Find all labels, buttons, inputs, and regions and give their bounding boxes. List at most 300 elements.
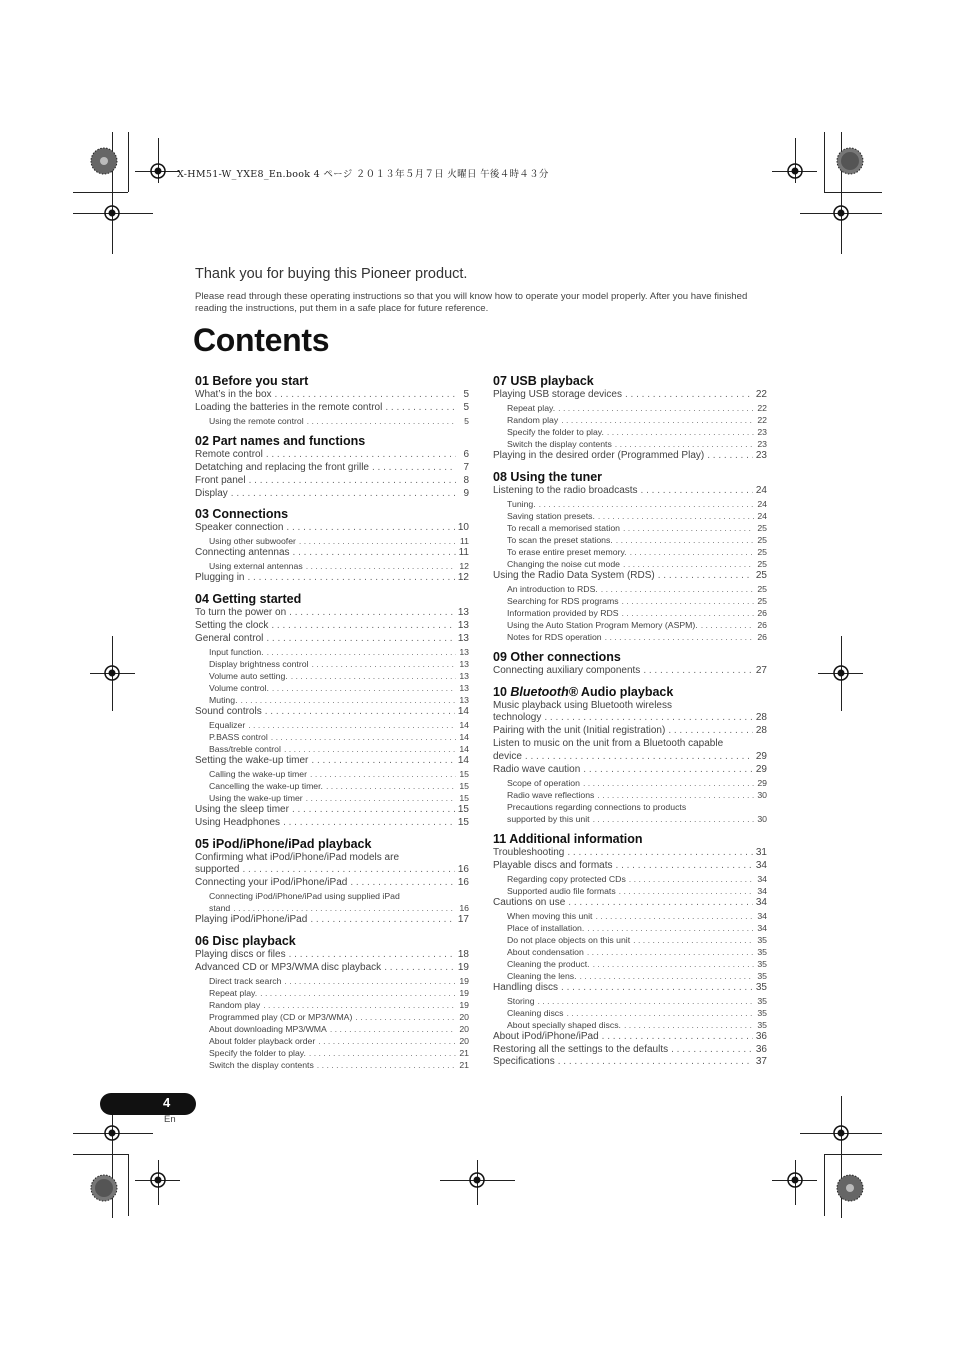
toc-entry-label: Muting. xyxy=(209,694,238,705)
toc-leader-dots xyxy=(615,438,754,450)
toc-leader-dots xyxy=(595,910,754,922)
toc-entry-label: Remote control xyxy=(195,448,263,460)
toc-section-title xyxy=(493,684,767,700)
toc-section-title: 03 Connections xyxy=(195,507,289,522)
toc-leader-dots xyxy=(283,817,455,830)
toc-entry-label: Cleaning the lens. xyxy=(507,970,577,981)
toc-entry-line xyxy=(195,852,469,865)
toc-entry-page: 14 xyxy=(457,705,469,717)
toc-entry-label: Input function. xyxy=(209,646,264,657)
toc-entry[interactable] xyxy=(493,789,767,801)
toc-entry-label: Searching for RDS programs xyxy=(507,595,619,606)
toc-entry[interactable] xyxy=(493,631,767,643)
color-wheel-icon xyxy=(90,147,118,175)
toc-entry[interactable] xyxy=(493,665,767,678)
toc-leader-dots xyxy=(307,415,456,427)
toc-entry-label: Playing in the desired order (Programmed Play) xyxy=(493,449,705,461)
toc-entry[interactable] xyxy=(493,438,767,450)
toc-leader-dots xyxy=(350,877,455,890)
toc-entry-page: 20 xyxy=(459,1023,469,1034)
toc-entry-label: Plugging in xyxy=(195,572,245,584)
toc-leader-dots xyxy=(299,535,456,547)
toc-entry[interactable] xyxy=(195,792,469,804)
toc-entry-label: Scope of operation xyxy=(507,777,580,788)
toc-entry[interactable] xyxy=(195,1047,469,1059)
toc-entry-page: 16 xyxy=(457,877,469,889)
toc-section-title: 06 Disc playback xyxy=(195,934,296,949)
toc-entry[interactable] xyxy=(195,731,469,743)
toc-leader-dots xyxy=(630,546,754,558)
toc-entry[interactable] xyxy=(195,743,469,755)
toc-entry-label: To turn the power on xyxy=(195,607,287,619)
page-language: En xyxy=(164,1114,176,1125)
toc-entry[interactable] xyxy=(493,450,767,463)
toc-entry-page: 13 xyxy=(459,646,469,657)
toc-entry[interactable] xyxy=(493,970,767,982)
toc-entry-page: 19 xyxy=(457,962,469,974)
toc-entry-page: 23 xyxy=(757,426,767,437)
toc-entry[interactable] xyxy=(493,1056,767,1069)
toc-entry-label-continued: supported by this unit xyxy=(507,813,590,824)
toc-section xyxy=(493,831,767,1069)
toc-entry[interactable] xyxy=(195,535,469,547)
toc-entry[interactable] xyxy=(493,885,767,897)
toc-entry[interactable] xyxy=(195,682,469,694)
toc-section xyxy=(195,933,469,1071)
toc-entry-label: Using Headphones xyxy=(195,816,281,828)
toc-entry-label-continued: technology xyxy=(493,712,542,724)
toc-section xyxy=(195,836,469,928)
toc-entry-label: To scan the preset stations. xyxy=(507,534,613,545)
toc-entry[interactable] xyxy=(493,498,767,510)
color-wheel-icon xyxy=(836,147,864,175)
toc-section-title-prefix: 10 xyxy=(493,684,511,699)
toc-entry[interactable] xyxy=(493,1044,767,1057)
toc-entry[interactable] xyxy=(493,910,767,922)
toc-leader-dots xyxy=(597,789,754,801)
toc-entry-page: 24 xyxy=(755,484,767,496)
toc-entry-page: 13 xyxy=(457,607,469,619)
toc-entry-page: 34 xyxy=(755,896,767,908)
toc-entry-page: 30 xyxy=(757,813,767,824)
toc-entry-page: 5 xyxy=(464,415,469,426)
toc-entry-label: Random play xyxy=(507,414,559,425)
toc-entry-label: Programmed play (CD or MP3/WMA) xyxy=(209,1011,353,1022)
toc-entry[interactable] xyxy=(493,897,767,910)
toc-entry[interactable] xyxy=(493,485,767,498)
toc-leader-dots xyxy=(605,631,754,643)
toc-entry[interactable] xyxy=(493,510,767,522)
toc-entry-page: 30 xyxy=(757,789,767,800)
toc-entry-page: 15 xyxy=(457,816,469,828)
toc-leader-dots xyxy=(623,522,754,534)
toc-entry-label-continued: device xyxy=(493,751,522,763)
toc-entry-label: Playing discs or files xyxy=(195,949,286,961)
toc-entry-label: Pairing with the unit (Initial registration) xyxy=(493,725,666,737)
toc-leader-dots xyxy=(289,949,455,962)
toc-entry-label: Listen to music on the unit from a Bluetooth capable xyxy=(493,738,724,750)
toc-entry-label: What’s in the box xyxy=(195,389,272,400)
toc-entry[interactable] xyxy=(195,975,469,987)
toc-leader-dots xyxy=(668,725,753,738)
toc-entry-label: Calling the wake-up timer xyxy=(209,768,308,779)
toc-entry[interactable] xyxy=(195,1023,469,1035)
toc-leader-dots xyxy=(623,558,754,570)
toc-entry[interactable] xyxy=(493,534,767,546)
toc-entry[interactable] xyxy=(195,902,469,914)
toc-entry-page: 36 xyxy=(755,1043,767,1055)
toc-entry-label: Advanced CD or MP3/WMA disc playback xyxy=(195,962,382,974)
toc-leader-dots xyxy=(616,860,753,873)
toc-leader-dots xyxy=(583,764,753,777)
crop-line xyxy=(128,132,129,192)
toc-entry[interactable] xyxy=(195,658,469,670)
toc-entry-page: 35 xyxy=(757,970,767,981)
toc-leader-dots xyxy=(587,946,754,958)
toc-entry-label: Restoring all the settings to the defaults xyxy=(493,1043,669,1055)
toc-entry-label: Front panel xyxy=(195,474,246,486)
toc-entry-page: 29 xyxy=(755,764,767,776)
toc-entry[interactable] xyxy=(493,712,767,725)
toc-section-title-suffix: Audio playback xyxy=(577,684,674,699)
toc-leader-dots xyxy=(284,743,456,755)
toc-leader-dots xyxy=(311,755,454,768)
toc-entry[interactable] xyxy=(493,522,767,534)
toc-entry-page: 22 xyxy=(757,414,767,425)
toc-entry[interactable] xyxy=(493,583,767,595)
toc-entry[interactable] xyxy=(195,572,469,585)
crop-line xyxy=(824,192,882,193)
toc-entry-page: 11 xyxy=(458,547,469,559)
toc-entry-label: Volume control. xyxy=(209,682,269,693)
toc-entry-label: Saving station presets. xyxy=(507,510,595,521)
toc-entry[interactable] xyxy=(195,462,469,475)
toc-entry-label: Playing iPod/iPhone/iPad xyxy=(195,914,308,926)
toc-entry[interactable] xyxy=(493,414,767,426)
toc-leader-dots xyxy=(587,922,754,934)
toc-entry[interactable] xyxy=(493,725,767,738)
toc-entry-page: 27 xyxy=(755,664,767,676)
toc-leader-dots xyxy=(525,751,753,764)
toc-section-title-italic: Bluetooth® xyxy=(510,684,578,699)
toc-section xyxy=(195,373,469,427)
toc-section-title: 04 Getting started xyxy=(195,592,302,607)
toc-entry-line xyxy=(493,700,767,713)
toc-leader-dots xyxy=(247,572,454,585)
toc-entry[interactable] xyxy=(195,817,469,830)
toc-entry-label: Specifications xyxy=(493,1056,555,1068)
toc-entry[interactable] xyxy=(195,962,469,975)
toc-entry-label: Repeat play. xyxy=(507,402,556,413)
toc-entry-page: 24 xyxy=(757,510,767,521)
toc-leader-dots xyxy=(267,646,456,658)
toc-entry-label: Specify the folder to play. xyxy=(209,1047,306,1058)
toc-entry-page: 35 xyxy=(757,958,767,969)
toc-entry[interactable] xyxy=(493,982,767,995)
toc-entry[interactable] xyxy=(493,570,767,583)
toc-entry-label: About folder playback order xyxy=(209,1035,316,1046)
toc-leader-dots xyxy=(284,975,456,987)
toc-entry-label: Connecting your iPod/iPhone/iPad xyxy=(195,877,348,889)
toc-entry-label: Speaker connection xyxy=(195,522,284,534)
toc-entry-label: Specify the folder to play. xyxy=(507,426,604,437)
toc-entry-page: 15 xyxy=(459,792,469,803)
toc-leader-dots xyxy=(539,498,754,510)
toc-entry-page: 25 xyxy=(757,595,767,606)
toc-entry[interactable] xyxy=(195,389,469,402)
toc-entry[interactable] xyxy=(195,864,469,877)
registration-mark-icon xyxy=(827,659,855,687)
toc-entry[interactable] xyxy=(493,995,767,1007)
toc-entry-page: 21 xyxy=(459,1059,469,1070)
toc-entry[interactable] xyxy=(493,813,767,825)
toc-entry[interactable] xyxy=(493,595,767,607)
toc-leader-dots xyxy=(625,389,753,402)
toc-leader-dots xyxy=(643,665,753,678)
toc-entry-label: Display brightness control xyxy=(209,658,309,669)
toc-entry[interactable] xyxy=(195,914,469,927)
toc-entry-label: Cancelling the wake-up timer. xyxy=(209,780,323,791)
toc-entry[interactable] xyxy=(493,1007,767,1019)
toc-entry[interactable] xyxy=(493,558,767,570)
toc-leader-dots xyxy=(317,1059,456,1071)
toc-entry[interactable] xyxy=(195,1035,469,1047)
toc-entry-page: 23 xyxy=(755,449,767,461)
toc-leader-dots xyxy=(561,414,754,426)
toc-entry-label: Playing USB storage devices xyxy=(493,389,622,400)
toc-entry-label: Display xyxy=(195,487,228,499)
toc-entry-label: Confirming what iPod/iPhone/iPad models are xyxy=(195,851,399,863)
toc-leader-dots xyxy=(372,462,456,475)
toc-entry-page: 22 xyxy=(757,402,767,413)
toc-entry[interactable] xyxy=(195,755,469,768)
toc-entry-page: 15 xyxy=(459,768,469,779)
toc-leader-dots xyxy=(271,620,455,633)
toc-entry-page: 25 xyxy=(757,558,767,569)
toc-entry-label: To erase entire preset memory. xyxy=(507,546,627,557)
page-title: Contents xyxy=(193,322,330,358)
toc-entry-page: 8 xyxy=(463,474,469,486)
toc-entry-page: 7 xyxy=(463,461,469,473)
toc-entry[interactable] xyxy=(195,768,469,780)
toc-entry[interactable] xyxy=(195,719,469,731)
registration-mark-icon xyxy=(98,659,126,687)
toc-entry-page: 25 xyxy=(757,534,767,545)
toc-entry[interactable] xyxy=(493,847,767,860)
toc-leader-dots xyxy=(260,987,456,999)
toc-entry-label: Using other subwoofer xyxy=(209,536,296,547)
toc-leader-dots xyxy=(619,885,754,897)
toc-entry-page: 13 xyxy=(459,694,469,705)
toc-leader-dots xyxy=(701,619,754,631)
toc-entry-page: 10 xyxy=(457,522,469,534)
toc-entry-page: 6 xyxy=(463,448,469,460)
toc-entry-label: Information provided by RDS xyxy=(507,607,619,618)
toc-entry[interactable] xyxy=(195,999,469,1011)
toc-leader-dots xyxy=(311,658,456,670)
toc-entry[interactable] xyxy=(493,607,767,619)
toc-entry-label: Precautions regarding connections to products xyxy=(507,801,687,812)
toc-entry-label: Do not place objects on this unit xyxy=(507,934,631,945)
toc-entry-page: 25 xyxy=(755,569,767,581)
toc-entry-page: 28 xyxy=(755,712,767,724)
toc-leader-dots xyxy=(622,607,754,619)
registration-mark-icon xyxy=(144,157,172,185)
toc-entry-label: Equalizer xyxy=(209,719,246,730)
toc-entry-label: Connecting auxiliary components xyxy=(493,664,641,676)
toc-leader-dots xyxy=(286,522,454,535)
toc-column-left xyxy=(195,373,469,1077)
toc-entry-label: Connecting iPod/iPhone/iPad using supplied iPad xyxy=(209,891,400,902)
toc-leader-dots xyxy=(385,402,456,415)
toc-entry-page: 19 xyxy=(459,999,469,1010)
toc-entry[interactable] xyxy=(493,619,767,631)
toc-leader-dots xyxy=(263,999,456,1011)
toc-entry-page: 25 xyxy=(757,546,767,557)
toc-entry-page: 34 xyxy=(757,910,767,921)
toc-entry-label: About iPod/iPhone/iPad xyxy=(493,1030,599,1042)
toc-entry[interactable] xyxy=(493,777,767,789)
toc-leader-dots xyxy=(272,682,456,694)
toc-entry[interactable] xyxy=(493,958,767,970)
toc-leader-dots xyxy=(384,962,455,975)
toc-entry[interactable] xyxy=(493,546,767,558)
toc-entry-page: 14 xyxy=(457,754,469,766)
toc-entry[interactable] xyxy=(195,949,469,962)
toc-leader-dots xyxy=(266,449,456,462)
toc-entry-label: Listening to the radio broadcasts xyxy=(493,484,638,496)
toc-leader-dots xyxy=(601,583,754,595)
toc-leader-dots xyxy=(707,450,753,463)
toc-entry[interactable] xyxy=(493,946,767,958)
toc-entry[interactable] xyxy=(493,934,767,946)
toc-section-title: 02 Part names and functions xyxy=(195,433,366,448)
crop-line xyxy=(73,1154,128,1155)
registration-mark-icon xyxy=(781,1166,809,1194)
toc-entry-page: 17 xyxy=(457,914,469,926)
toc-leader-dots xyxy=(242,864,454,877)
toc-entry-page: 5 xyxy=(463,389,469,400)
toc-entry[interactable] xyxy=(195,670,469,682)
toc-entry[interactable] xyxy=(195,987,469,999)
toc-entry[interactable] xyxy=(195,633,469,646)
toc-entry[interactable] xyxy=(493,751,767,764)
toc-entry[interactable] xyxy=(493,426,767,438)
toc-entry[interactable] xyxy=(195,402,469,415)
toc-leader-dots xyxy=(233,902,456,914)
color-wheel-icon xyxy=(836,1174,864,1202)
toc-entry[interactable] xyxy=(493,860,767,873)
toc-entry-line xyxy=(493,738,767,751)
toc-leader-dots xyxy=(558,402,754,414)
crop-line xyxy=(824,132,825,192)
thanks-heading: Thank you for buying this Pioneer product. xyxy=(195,266,468,282)
intro-paragraph: Please read through these operating instructions so that you will know how to operate your model properly. After you have finished reading the instructions, put them in a safe place for future reference. xyxy=(195,291,748,314)
toc-entry-page: 31 xyxy=(755,846,767,858)
toc-entry-page: 25 xyxy=(757,522,767,533)
toc-section xyxy=(195,506,469,585)
toc-entry[interactable] xyxy=(195,780,469,792)
toc-entry[interactable] xyxy=(493,1019,767,1031)
toc-entry[interactable] xyxy=(195,804,469,817)
toc-entry-label: Supported audio file formats xyxy=(507,885,616,896)
toc-entry-page: 16 xyxy=(457,864,469,876)
toc-entry-label-continued: supported xyxy=(195,864,240,876)
toc-section-title: 08 Using the tuner xyxy=(493,469,603,484)
toc-leader-dots xyxy=(293,547,456,560)
toc-leader-dots xyxy=(568,897,753,910)
toc-entry[interactable] xyxy=(195,706,469,719)
toc-entry-page: 12 xyxy=(457,572,469,584)
toc-entry[interactable] xyxy=(493,1031,767,1044)
toc-entry[interactable] xyxy=(195,1059,469,1071)
toc-entry-page: 24 xyxy=(757,498,767,509)
toc-entry[interactable] xyxy=(195,694,469,706)
toc-entry-page: 5 xyxy=(463,401,469,413)
toc-entry[interactable] xyxy=(195,607,469,620)
toc-entry-label-continued: stand xyxy=(209,903,231,914)
toc-entry[interactable] xyxy=(195,449,469,462)
toc-leader-dots xyxy=(266,633,455,646)
toc-leader-dots xyxy=(567,847,753,860)
registration-mark-icon xyxy=(827,199,855,227)
toc-entry[interactable] xyxy=(195,547,469,560)
toc-entry-page: 15 xyxy=(457,803,469,815)
toc-entry[interactable] xyxy=(493,922,767,934)
toc-entry-page: 35 xyxy=(757,946,767,957)
toc-entry-label: Changing the noise cut mode xyxy=(507,558,621,569)
toc-entry[interactable] xyxy=(195,560,469,572)
toc-entry[interactable] xyxy=(493,873,767,885)
toc-entry-page: 15 xyxy=(459,780,469,791)
toc-entry[interactable] xyxy=(195,475,469,488)
toc-entry[interactable] xyxy=(493,389,767,402)
toc-leader-dots xyxy=(289,607,455,620)
toc-entry-label: Using the wake-up timer xyxy=(209,792,303,803)
toc-leader-dots xyxy=(593,813,754,825)
toc-entry-page: 28 xyxy=(755,725,767,737)
toc-entry-label: Storing xyxy=(507,995,535,1006)
toc-section-title: 07 USB playback xyxy=(493,374,594,388)
toc-entry-label: About condensation xyxy=(507,946,584,957)
toc-entry-label: Direct track search xyxy=(209,975,282,986)
toc-entry-label: Cautions on use xyxy=(493,896,566,908)
toc-entry[interactable] xyxy=(195,415,469,427)
toc-column-right xyxy=(493,373,767,1075)
toc-entry-page: 20 xyxy=(459,1011,469,1022)
toc-entry[interactable] xyxy=(493,764,767,777)
toc-leader-dots xyxy=(265,706,455,719)
toc-entry[interactable] xyxy=(195,1011,469,1023)
toc-entry[interactable] xyxy=(493,402,767,414)
toc-leader-dots xyxy=(241,694,457,706)
toc-entry-page: 35 xyxy=(757,995,767,1006)
toc-leader-dots xyxy=(633,934,754,946)
toc-entry[interactable] xyxy=(195,522,469,535)
toc-entry-page: 36 xyxy=(755,1030,767,1042)
toc-entry[interactable] xyxy=(195,646,469,658)
toc-leader-dots xyxy=(641,485,753,498)
toc-entry-page: 35 xyxy=(757,1019,767,1030)
toc-entry[interactable] xyxy=(195,488,469,501)
toc-entry-label: Volume auto setting. xyxy=(209,670,288,681)
toc-entry-label: Using external antennas xyxy=(209,561,303,572)
toc-leader-dots xyxy=(292,804,455,817)
page-number: 4 xyxy=(163,1095,171,1110)
toc-entry[interactable] xyxy=(195,877,469,890)
toc-entry[interactable] xyxy=(195,620,469,633)
toc-entry-page: 34 xyxy=(755,859,767,871)
